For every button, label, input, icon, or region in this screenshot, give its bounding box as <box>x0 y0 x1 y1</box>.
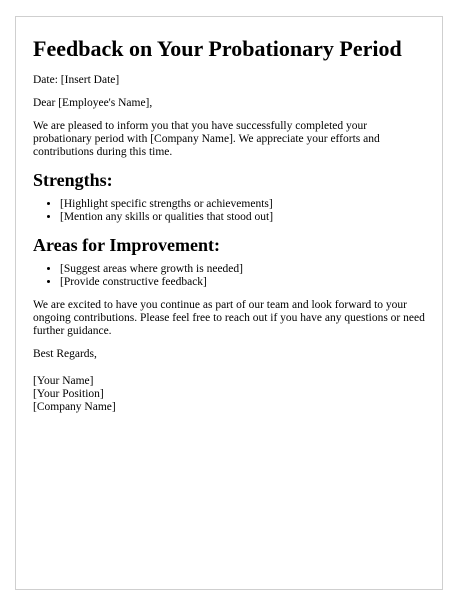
closing-paragraph: We are excited to have you continue as part of our team and look forward to your ongoing contributions. Please feel free to reach out if you have any questions or need further guidance. <box>33 299 425 337</box>
signature-company: [Company Name] <box>33 401 116 413</box>
strengths-list <box>33 198 426 224</box>
signature-block <box>33 375 426 414</box>
salutation: Dear [Employee's Name], <box>33 97 153 109</box>
list-item: • [Mention any skills or qualities that stood out] <box>60 211 426 224</box>
letter-page <box>15 16 443 590</box>
strengths-heading: Strengths: <box>33 170 113 190</box>
date-line: Date: [Insert Date] <box>33 74 120 86</box>
improvement-list <box>33 263 426 289</box>
intro-paragraph: We are pleased to inform you that you have successfully completed your probationary period with [Company Name]. We appreciate your efforts and contributions during this time. <box>33 120 380 158</box>
list-item: • [Suggest areas where growth is needed] <box>60 263 426 276</box>
letter-title: Feedback on Your Probationary Period <box>33 36 402 61</box>
signature-name: [Your Name] <box>33 375 94 387</box>
improvement-heading: Areas for Improvement: <box>33 235 220 255</box>
list-item: • [Highlight specific strengths or achievements] <box>60 198 426 211</box>
sign-off: Best Regards, <box>33 348 97 360</box>
signature-position: [Your Position] <box>33 388 104 400</box>
list-item: • [Provide constructive feedback] <box>60 276 426 289</box>
